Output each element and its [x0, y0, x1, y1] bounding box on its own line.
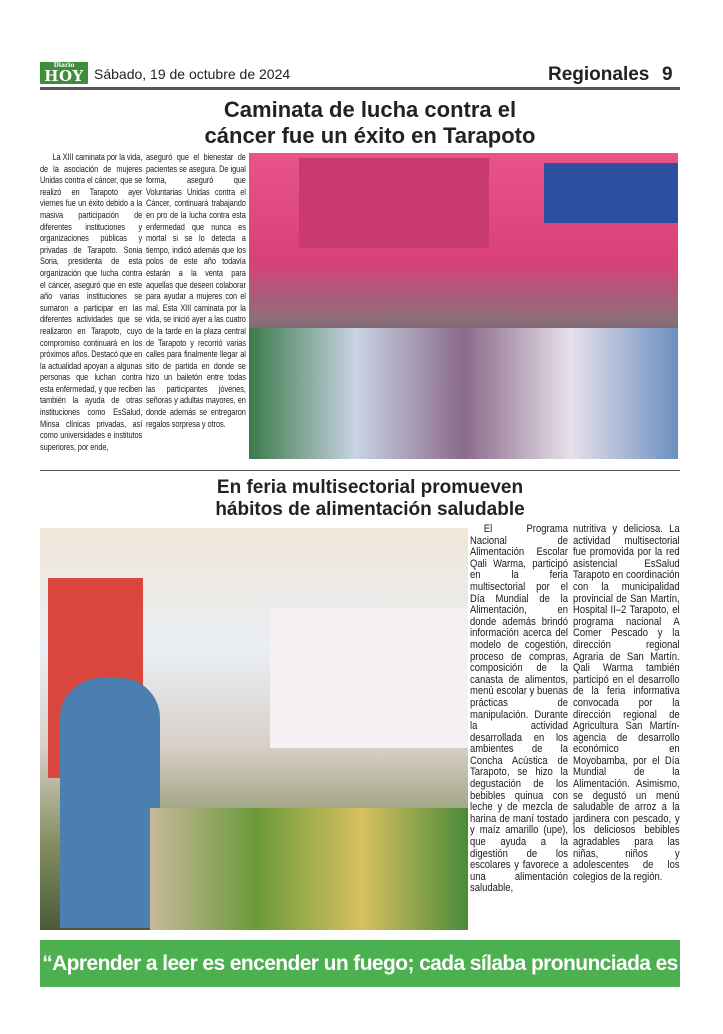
- article2-headline: [150, 477, 590, 521]
- food-fair-photo: [40, 528, 468, 930]
- article1-headline: [150, 97, 590, 149]
- photo-person: [60, 678, 160, 928]
- article2-column-1: El Programa Nacional de Alimentación Escolar Qali Warma, participó en la feria multisectorial por el Día Mundial de la Alimentación, en donde además brindó información acerca del modelo de cogestión, proceso de compras, composición de la canasta de alimentos, menú escolar y buenas prácticas de manipulación. Durante la actividad desarrollada en los ambientes de la Concha Acústica de Tarapoto, se hizo la degustación de los bebibles quinua con leche y de mezcla de harina de maní tostado y maíz amarillo (upe), que ayuda a la digestión de los escolares y favorece a una alimentación saludable,: [470, 523, 569, 895]
- photo-banner: [299, 158, 489, 248]
- photo-sign: [544, 163, 678, 223]
- walk-event-photo: [249, 153, 678, 459]
- newspaper-logo: [40, 62, 88, 84]
- article2-column-2: nutritiva y deliciosa. La actividad multisectorial fue promovida por la red asistencial EsSalud Tarapoto en coordinación con la municipalidad provincial de San Martín, Hospital II–2 Tarapoto, el programa nacional A Comer Pescado y la dirección regional Agraria de San Martín. Qali Warma también participó en el desarrollo de la feria informativa convocada por la dirección regional de Agricultura San Martín-agencia de desarrollo económico en Moyobamba, por el Día Mundial de la Alimentación. Asimismo, se degustó un menú saludable de arroz a la jardinera con pescado, y los deliciosos bebibles agradables para las niñas, niños y adolescentes de los colegios de la región.: [573, 523, 680, 883]
- issue-date: Sábado, 19 de octubre de 2024: [94, 66, 291, 82]
- photo-food-table: [150, 808, 468, 930]
- headline-line: hábitos de alimentación saludable: [215, 499, 525, 520]
- logo-small-text: Diario: [53, 62, 75, 69]
- page-number: 9: [662, 64, 673, 85]
- article1-column-1: La XIII caminata por la vida, de la asociación de mujeres Unidas contra el cáncer, que se realizó en Tarapoto ayer viernes fue un éxito debido a la masiva participación de diferentes instituciones y organizaciones públicas y privadas de Tarapoto. Sonia Soria, presidenta de esta organización que lucha contra el cáncer, aseguró que en este año varias instituciones se sumaron a participar en las diferentes actividades que se realizaron en Tarapoto, cuyo compromiso continuará en los próximos años. Destacó que en la actualidad apoyan a algunas personas que luchan contra esta enfermedad, y que reciben también la ayuda de otras instituciones como EsSalud, Minsa clínicas privadas, así como universidades e institutos superiores, por ende,: [40, 152, 143, 453]
- photo-poster: [270, 608, 468, 748]
- headline-line: cáncer fue un éxito en Tarapoto: [204, 123, 536, 148]
- header-rule: [40, 87, 680, 90]
- headline-line: Caminata de lucha contra el: [223, 97, 517, 122]
- logo-main-text: HOY: [44, 67, 84, 85]
- section-title: Regionales: [548, 64, 650, 85]
- article-divider: [40, 470, 680, 471]
- headline-line: En feria multisectorial promueven: [216, 477, 524, 498]
- article1-column-2: aseguró que el bienestar de pacientes se asegura. De igual forma, aseguró que Voluntarias Unidas contra el Cáncer, continuará trabajando en pro de la lucha contra esta enfermedad que nunca es mortal si se lo detecta a tiempo, indicó además que los polos de este año todavía estarán a la venta para aquellas que deseen colaborar para ayudar a mujeres con el mal. Esta XIII caminata por la vida, se inició ayer a las cuatro de la tarde en la plaza central de Tarapoto y recorrió varias calles para finalmente llegar al sitio de partida en donde se hizo un bailetón entre todas las participantes jóvenes, señoras y adultas mayores, en donde además se entregaron regalos sorpresa y otros.: [146, 152, 246, 430]
- photo-crowd: [249, 328, 678, 459]
- footer-quote: “Aprender a leer es encender un fuego; cada sílaba pronunciada es una chispa”.: [40, 940, 680, 987]
